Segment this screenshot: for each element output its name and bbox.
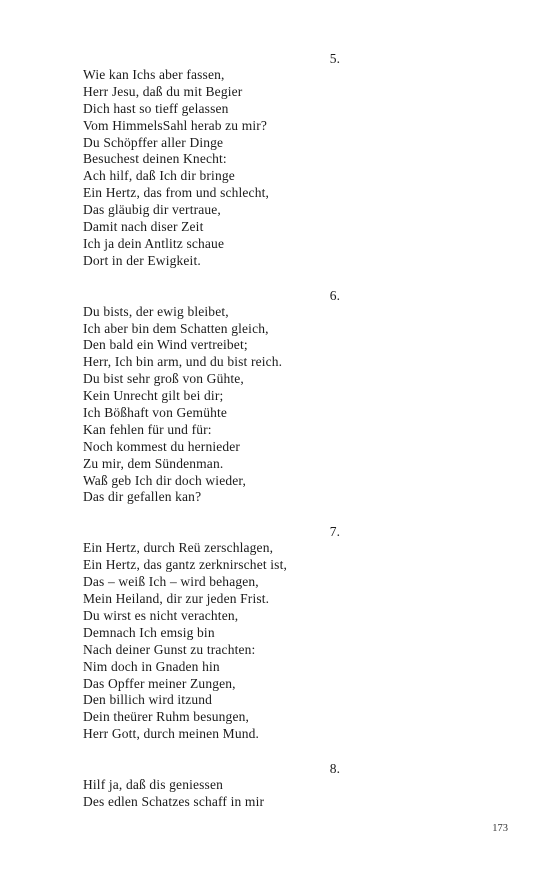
verse-line: Du Schöpffer aller Dinge xyxy=(83,134,224,150)
verse-line: Nim doch in Gnaden hin xyxy=(83,658,220,674)
verse-line: Ich ja dein Antlitz schaue xyxy=(83,235,225,251)
page-number: 173 xyxy=(492,823,508,834)
verse-line: Herr, Ich bin arm, und du bist reich. xyxy=(83,354,283,370)
verse-line: Dein theürer Ruhm besungen, xyxy=(83,709,250,725)
verse-line: Herr Jesu, daß du mit Begier xyxy=(83,83,243,99)
verse-line: Ein Hertz, durch Reü zerschlagen, xyxy=(83,540,274,556)
verse-line: Ein Hertz, das from und schlecht, xyxy=(83,185,270,201)
verse-line: Herr Gott, durch meinen Mund. xyxy=(83,726,260,742)
verse-line: Den bald ein Wind vertreibet; xyxy=(83,337,248,353)
verse-line: Des edlen Schatzes schaff in mir xyxy=(83,793,265,809)
verse-line: Ach hilf, daß Ich dir bringe xyxy=(83,168,235,184)
verse-line: Das gläubig dir vertraue, xyxy=(83,202,221,218)
verse-line: Dich hast so tieff gelassen xyxy=(83,100,229,116)
verse-line: Nach deiner Gunst zu trachten: xyxy=(83,641,256,657)
verse-line: Das – weiß Ich – wird behagen, xyxy=(83,574,259,590)
verse-line: Zu mir, dem Sündenman. xyxy=(83,455,224,471)
verse-line: Du bists, der ewig bleibet, xyxy=(83,303,229,319)
verse-line: Ich Bößhaft von Gemühte xyxy=(83,405,228,421)
verse-line: Waß geb Ich dir doch wieder, xyxy=(83,472,247,488)
verse-line: Du wirst es nicht verachten, xyxy=(83,607,239,623)
verse-line: Das dir gefallen kan? xyxy=(83,489,202,505)
verse-line: Damit nach diser Zeit xyxy=(83,219,204,235)
verse-line: Du bist sehr groß von Gühte, xyxy=(83,371,244,387)
verse-line: Vom HimmelsSahl herab zu mir? xyxy=(83,117,268,133)
verse-line: Den billich wird itzund xyxy=(83,692,213,708)
verse-line: Mein Heiland, dir zur jeden Frist. xyxy=(83,591,270,607)
stanza-number: 8. xyxy=(329,761,341,777)
stanza xyxy=(83,287,463,507)
stanza-number: 6. xyxy=(329,287,341,303)
verse-line: Wie kan Ichs aber fassen, xyxy=(83,67,225,82)
stanza xyxy=(83,50,463,270)
verse-line: Kan fehlen für und für: xyxy=(83,421,212,437)
stanza-number: 7. xyxy=(329,524,341,540)
verse-line: Dort in der Ewigkeit. xyxy=(83,252,201,268)
verse-line: Ein Hertz, das gantz zerknirschet ist, xyxy=(83,557,288,573)
hymn-text xyxy=(83,50,463,828)
verse-line: Besuchest deinen Knecht: xyxy=(83,151,227,167)
verse-line: Das Opffer meiner Zungen, xyxy=(83,675,236,691)
verse-line: Hilf ja, daß dis geniessen xyxy=(83,777,223,793)
verse-line: Ich aber bin dem Schatten gleich, xyxy=(83,320,269,336)
verse-line: Noch kommest du hernieder xyxy=(83,438,241,454)
stanza-number: 5. xyxy=(329,51,341,66)
verse-line: Kein Unrecht gilt bei dir; xyxy=(83,388,224,404)
stanza xyxy=(83,760,463,811)
verse-line: Demnach Ich emsig bin xyxy=(83,624,215,640)
stanza xyxy=(83,523,463,743)
